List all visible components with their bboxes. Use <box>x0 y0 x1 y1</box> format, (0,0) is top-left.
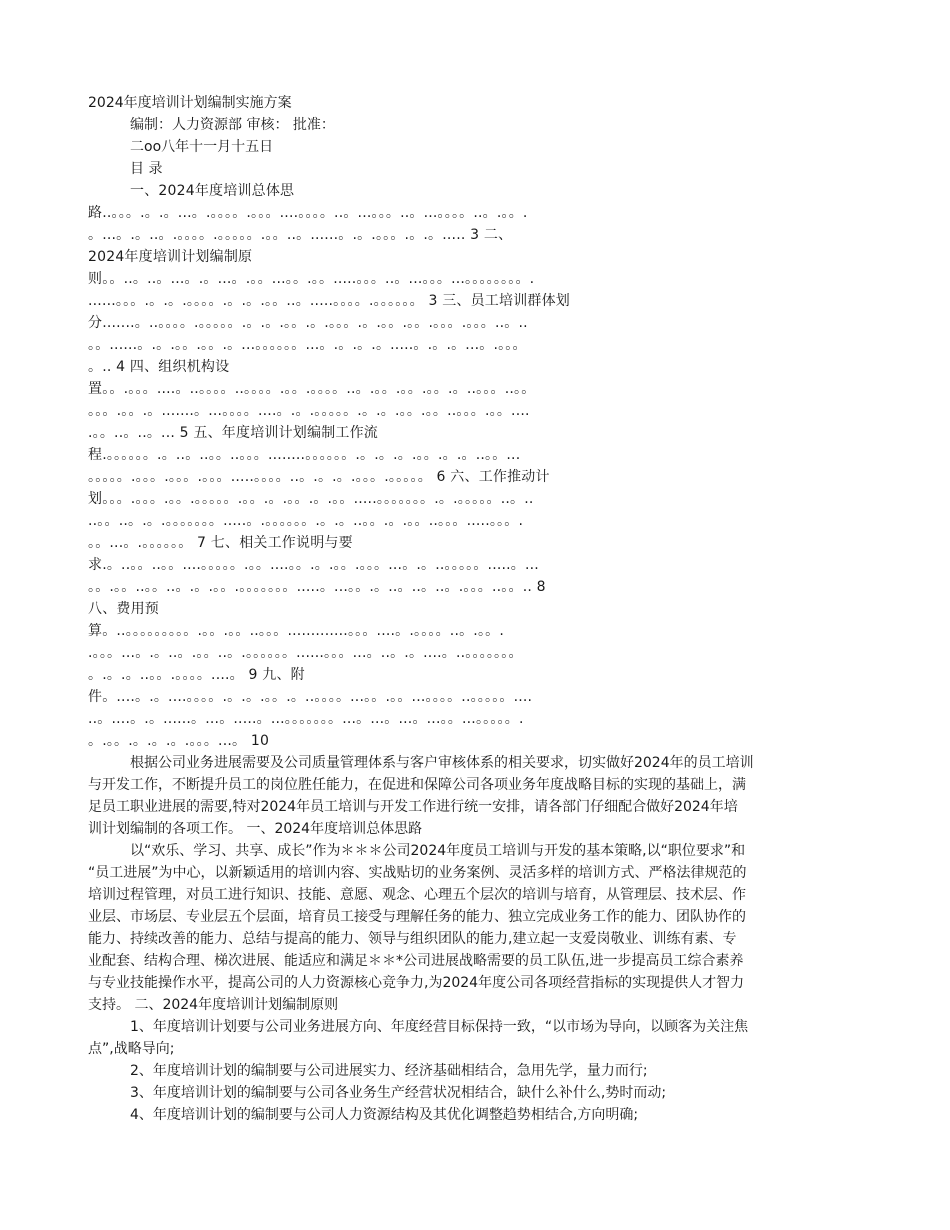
paragraph-line: 训计划编制的各项工作。 一、2024年度培训总体思路 <box>88 821 423 837</box>
toc-line: .。。。...。.。..。.。。..。.。。。。。。......。。。...。..。.。....。..。。。。。。。 <box>88 645 523 661</box>
toc-line: 。。。。。.。。。.。。。.。。。.....。。。。..。.。.。.。。。.。。。。。 6 六、工作推动计 <box>88 469 550 485</box>
toc-line: 。。.。。..。。..。.。.。。.。。。。。。。.....。...。。.。..。..。..。.。。。..。。.. 8 <box>88 579 546 595</box>
principle-item: 1、年度培训计划要与公司业务进展方向、年度经营目标保持一致，“以市场为导向，以顾客为关注焦 <box>130 1019 749 1035</box>
paragraph-line: 与专业技能操作水平，提高公司的人力资源核心竞争力,为2024年度公司各项经营指标的实现提供人才智力 <box>88 975 745 991</box>
toc-line: 。.。.。..。。.。。。。....。 9 九、附 <box>88 667 305 683</box>
date-line: 二oo八年十一月十五日 <box>130 139 274 155</box>
document-page <box>88 92 862 1126</box>
paragraph-line: 业配套、结构合理、梯次进展、能适应和满足＊＊*公司进展战略需要的员工队伍,进一步提高员工综合素养 <box>88 953 744 969</box>
paragraph-line: 足员工职业进展的需要,特对2024年员工培训与开发工作进行统一安排，请各部门仔细配合做好2024年培 <box>88 799 738 815</box>
toc-line: 一、2024年度培训总体思 <box>130 183 295 199</box>
toc-line: 路..。。。.。.。...。.。。。。.。。。....。。。。..。...。。。..。...。。。。..。.。。. <box>88 205 528 221</box>
paragraph-line: 支持。 二、2024年度培训计划编制原则 <box>88 997 339 1013</box>
toc-line: 。.。。.。.。.。.。。。...。 10 <box>88 733 270 749</box>
toc-heading: 目 录 <box>130 161 163 177</box>
toc-line: .。。..。..。... 5 五、年度培训计划编制工作流 <box>88 425 379 441</box>
paragraph-line: 根据公司业务进展需要及公司质量管理体系与客户审核体系的相关要求，切实做好2024年的员工培训 <box>130 755 754 771</box>
toc-line: 置。。.。。。....。..。。。。..。。。。.。。.。。。。..。.。。.。。.。。.。..。。。..。。 <box>88 381 536 397</box>
toc-line: 则。。..。..。...。.。...。.。。...。。.。。.....。。。..。...。。。...。。。。。。。。. <box>88 271 535 287</box>
principle-item: 4、年度培训计划的编制要与公司人力资源结构及其优化调整趋势相结合,方向明确; <box>130 1107 639 1123</box>
toc-line: ..。....。.。......。...。.....。...。。。。。。。...。...。...。...。。...。。。。。. <box>88 711 524 727</box>
toc-line: 八、费用预 <box>88 601 159 617</box>
paragraph-line: 业层、市场层、专业层五个层面，培育员工接受与理解任务的能力、独立完成业务工作的能力、团队协作的 <box>88 909 746 925</box>
principle-item-continuation: 点”,战略导向; <box>88 1041 175 1057</box>
principle-item: 3、年度培训计划的编制要与公司各业务生产经营状况相结合，缺什么补什么,势时而动; <box>130 1085 667 1101</box>
document-title: 2024年度培训计划编制实施方案 <box>88 95 292 111</box>
paragraph-line: 以“欢乐、学习、共享、成长”作为＊＊＊公司2024年度员工培训与开发的基本策略,以“职位要求”和 <box>130 843 746 859</box>
table-of-contents <box>88 180 862 752</box>
toc-line: 。。。.。。.。.......。...。。。。....。.。.。。。。。.。.。.。。.。。..。。。.。。.... <box>88 403 530 419</box>
intro-paragraph <box>88 752 862 840</box>
strategy-paragraph <box>88 840 862 1016</box>
toc-line: 求.。..。。..。。....。。。。。.。。....。。.。.。。.。。。...。.。..。。。。。.....。... <box>88 557 539 573</box>
toc-line: 程.。。。。。。.。..。..。。..。。。........。。。。。。.。.。.。.。。.。.。..。。... <box>88 447 521 463</box>
paragraph-line: 与开发工作，不断提升员工的岗位胜任能力，在促进和保障公司各项业务年度战略目标的实现的基础上，满 <box>88 777 746 793</box>
paragraph-line: “员工进展”为中心，以新颖适用的培训内容、实战贴切的业务案例、灵活多样的培训方式、严格法律规范的 <box>88 865 747 881</box>
toc-line: 。。...。.。。。。。。 7 七、相关工作说明与要 <box>88 535 353 551</box>
author-line: 编制：人力资源部 审核： 批准： <box>130 117 335 133</box>
paragraph-line: 能力、持续改善的能力、总结与提高的能力、领导与组织团队的能力,建立起一支爱岗敬业、训练有素、专 <box>88 931 737 947</box>
principles-list <box>88 1016 862 1126</box>
toc-line: 件。....。.。....。。。。.。.。.。。.。..。。。。...。。.。。...。。。。..。。。。。.... <box>88 689 533 705</box>
toc-line: 。.. 4 四、组织机构设 <box>88 359 230 375</box>
toc-line: 算。..。。。。。。。。。.。。.。。..。。。.............。。。....。.。。。。..。.。。. <box>88 623 505 639</box>
toc-line: ..。。..。.。.。。。。。。。.....。.。。。。。。.。.。..。。.。.。。..。。。.....。。。. <box>88 513 524 529</box>
toc-line: 。...。.。..。.。。。。.。。。。。.。。..。......。.。.。。。.。.。..... 3 二、 <box>88 227 513 243</box>
paragraph-line: 培训过程管理，对员工进行知识、技能、意愿、观念、心理五个层次的培训与培育，从管理层、技术层、作 <box>88 887 746 903</box>
toc-line: 。。......。.。.。。.。。.。...。。。。。。...。.。.。.。.....。.。.。...。.。。。 <box>88 337 527 353</box>
toc-line: 分.......。..。。。。.。。。。。.。.。.。。.。.。。。.。.。。.。。.。。。.。。。..。.. <box>88 315 528 331</box>
toc-line: 2024年度培训计划编制原 <box>88 249 253 265</box>
toc-line: 划。。。.。。。.。。.。。。。。.。。.。.。。.。.。。.....。。。。。。。.。.。。。。。..。.. <box>88 491 534 507</box>
principle-item: 2、年度培训计划的编制要与公司进展实力、经济基础相结合，急用先学，量力而行; <box>130 1063 648 1079</box>
toc-line: ......。。。.。.。.。。。。.。.。.。。..。.....。。。。.。。。。。。 3 三、员工培训群体划 <box>88 293 571 309</box>
